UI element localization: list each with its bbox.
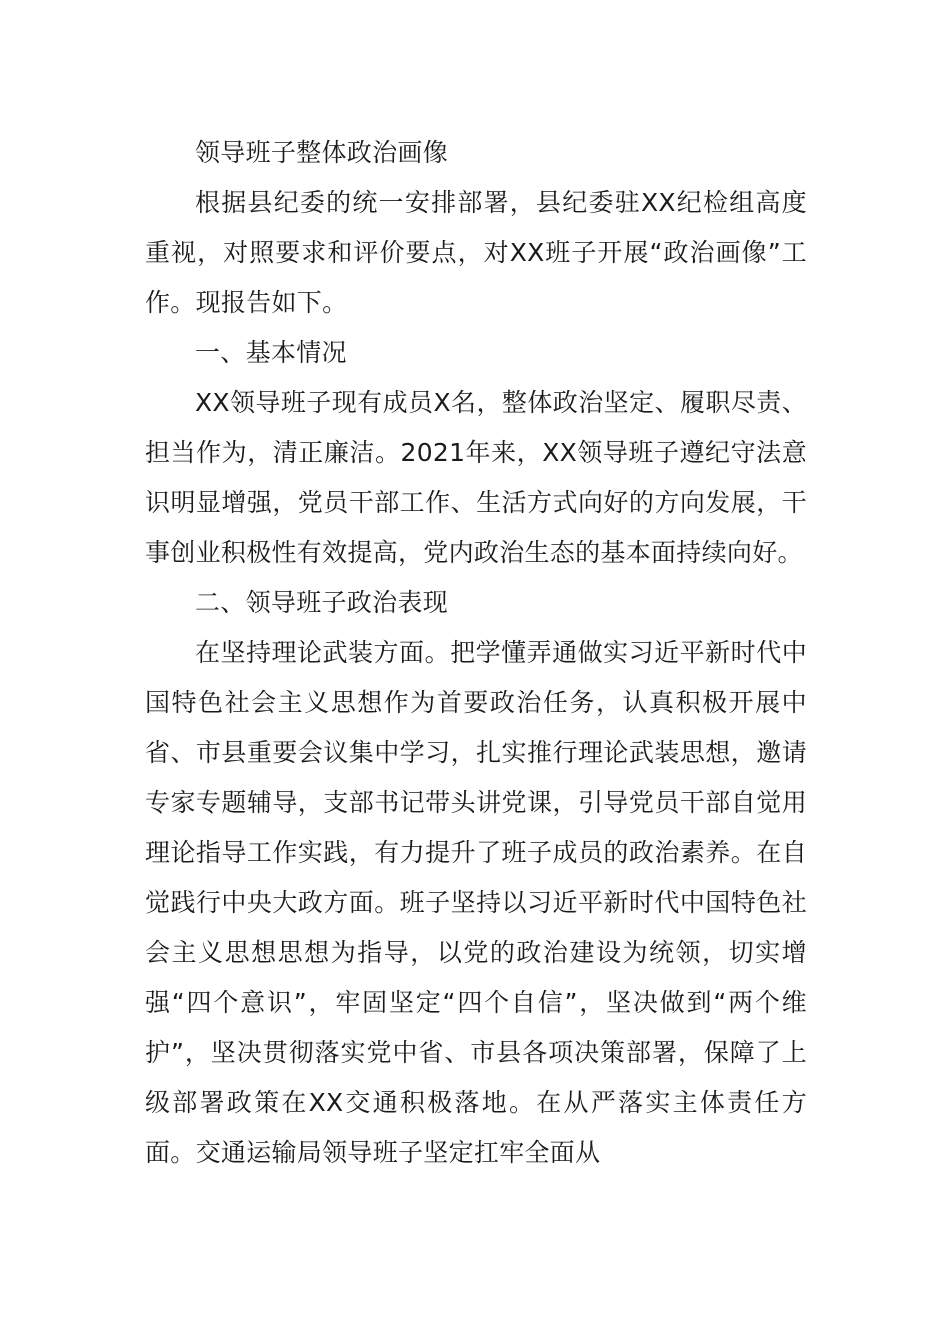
section-heading-basic-situation: 一、基本情况 <box>195 338 347 367</box>
intro-paragraph: 根据县纪委的统一安排部署，县纪委驻XX纪检组高度重视，对照要求和评价要点，对XX班子开展“政治画像”工作。现报告如下。 <box>145 188 807 317</box>
political-performance-paragraph: 在坚持理论武装方面。把学懂弄通做实习近平新时代中国特色社会主义思想作为首要政治任务，认真积极开展中省、市县重要会议集中学习，扎实推行理论武装思想，邀请专家专题辅导，支部书记带头讲党课，引导党员干部自觉用理论指导工作实践，有力提升了班子成员的政治素养。在自觉践行中央大政方面。班子坚持以习近平新时代中国特色社会主义思想思想为指导，以党的政治建设为统领，切实增强“四个意识”，牢固坚定“四个自信”，坚决做到“两个维护”，坚决贯彻落实党中省、市县各项决策部署，保障了上级部署政策在XX交通积极落地。在从严落实主体责任方面。交通运输局领导班子坚定扛牢全面从 <box>145 638 807 1167</box>
basic-situation-paragraph: XX领导班子现有成员X名，整体政治坚定、履职尽责、担当作为，清正廉洁。2021年来，XX领导班子遵纪守法意识明显增强，党员干部工作、生活方式向好的方向发展，干事创业积极性有效提高，党内政治生态的基本面持续向好。 <box>145 388 807 567</box>
document-body <box>145 128 807 1178</box>
section-heading-political-performance: 二、领导班子政治表现 <box>195 588 449 617</box>
document-title: 领导班子整体政治画像 <box>195 138 449 167</box>
